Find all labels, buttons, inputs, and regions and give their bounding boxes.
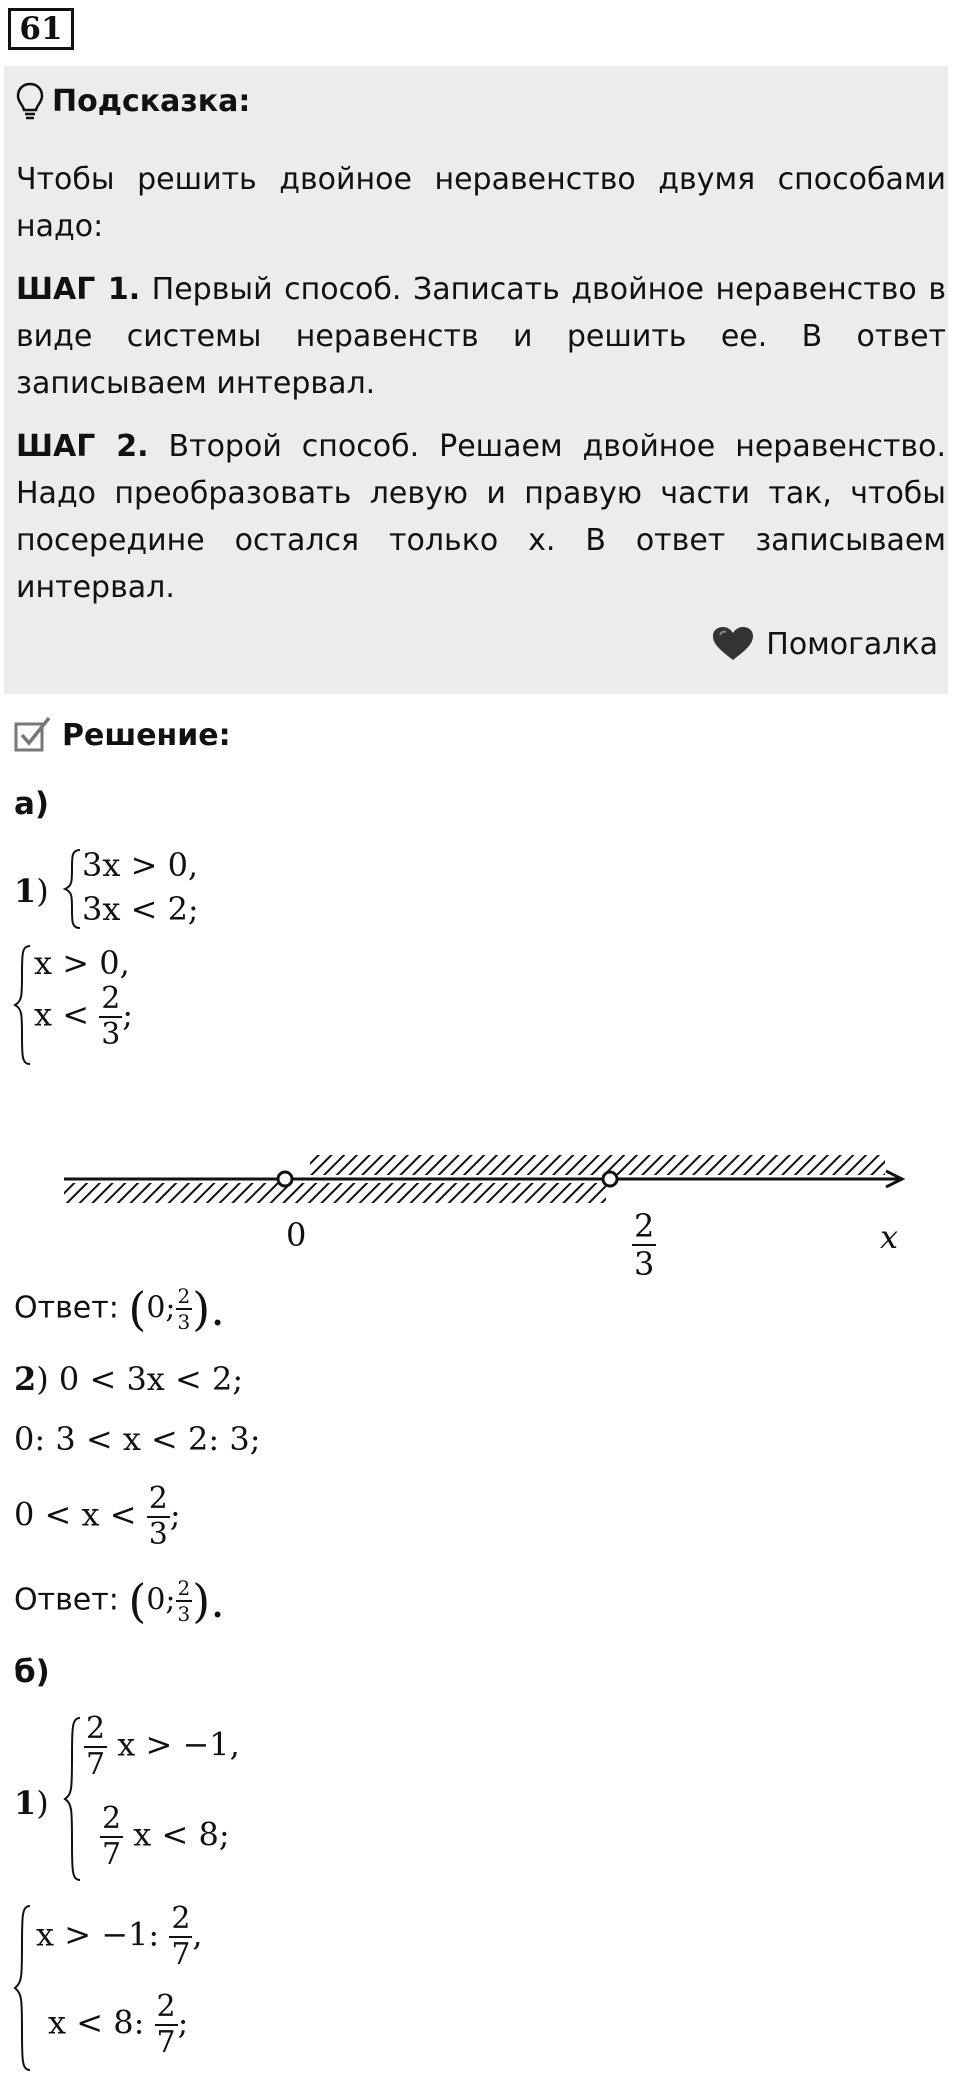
part-a-label: а) <box>14 786 50 822</box>
step-2-text: Второй способ. Решаем двойное неравенство. Надо преобразовать левую и правую части так, чтобы посередине остался только x. В ответ записываем интервал. <box>16 429 946 605</box>
answer-a2: Ответ: (0; $\frac{2}{3}$ ). <box>14 1574 225 1628</box>
brace-icon <box>62 1716 84 1882</box>
b2-line-1: x > −1: $\frac{2}{7}$ , <box>36 1901 203 1972</box>
step-1-text: Первый способ. Записать двойное неравенство в виде системы неравенств и решить ее. В ответ записываем интервал. <box>16 272 946 401</box>
hint-step-1 <box>16 266 946 407</box>
step-2-label: ШАГ 2. <box>16 429 149 464</box>
open-point-0 <box>278 1172 292 1186</box>
solution-header <box>14 716 231 754</box>
axis-label-zero: 0 <box>286 1216 307 1254</box>
open-point-2-3 <box>603 1172 617 1186</box>
answer-a1: Ответ: (0; $\frac{2}{3}$ ). <box>14 1282 225 1336</box>
a2-line-1: 2) 0 < 3x < 2; <box>14 1360 244 1398</box>
lightbulb-icon <box>16 81 44 121</box>
hint-intro: Чтобы решить двойное неравенство двумя способами надо: <box>16 162 946 244</box>
axis-label-x: x <box>880 1218 899 1256</box>
brand-name: Помогалка <box>766 626 938 662</box>
brace-icon <box>62 848 84 930</box>
checkbox-icon <box>14 716 52 754</box>
step-1-label: ШАГ 1. <box>16 272 141 307</box>
a1-line-2: 3x < 2; <box>82 890 199 928</box>
hint-box <box>4 66 948 694</box>
hint-header <box>16 78 250 124</box>
brace-icon <box>12 1904 34 2072</box>
hint-step-2 <box>16 423 946 611</box>
brace-icon <box>12 944 34 1066</box>
hatch-left <box>64 1183 606 1203</box>
a1-number: 1) <box>14 872 49 910</box>
number-line <box>60 1145 920 1225</box>
problem-number: 61 <box>8 8 74 50</box>
a1-sys2-line-2: x < $\frac{2}{3}$ ; <box>34 981 134 1052</box>
a1-line-1: 3x > 0, <box>82 846 199 884</box>
heart-icon <box>712 626 754 662</box>
part-b-label: б) <box>14 1654 50 1690</box>
b1-line-2: $\frac{2}{7}$ x < 8; <box>102 1801 230 1872</box>
b2-line-2: x < 8: $\frac{2}{7}$ ; <box>48 1989 189 2060</box>
a2-line-3: 0 < x < $\frac{2}{3}$ ; <box>14 1481 181 1552</box>
hint-title: Подсказка: <box>52 83 251 119</box>
b1-line-1: $\frac{2}{7}$ x > −1, <box>86 1711 240 1782</box>
a1-sys2-line-1: x > 0, <box>34 944 130 982</box>
hatch-right <box>310 1155 885 1175</box>
solution-title: Решение: <box>62 717 231 753</box>
brand <box>712 626 938 662</box>
axis-label-two-thirds: $\frac{2}{3}$ <box>634 1207 655 1283</box>
a2-line-2: 0: 3 < x < 2: 3; <box>14 1420 261 1458</box>
b1-number: 1) <box>14 1784 49 1822</box>
